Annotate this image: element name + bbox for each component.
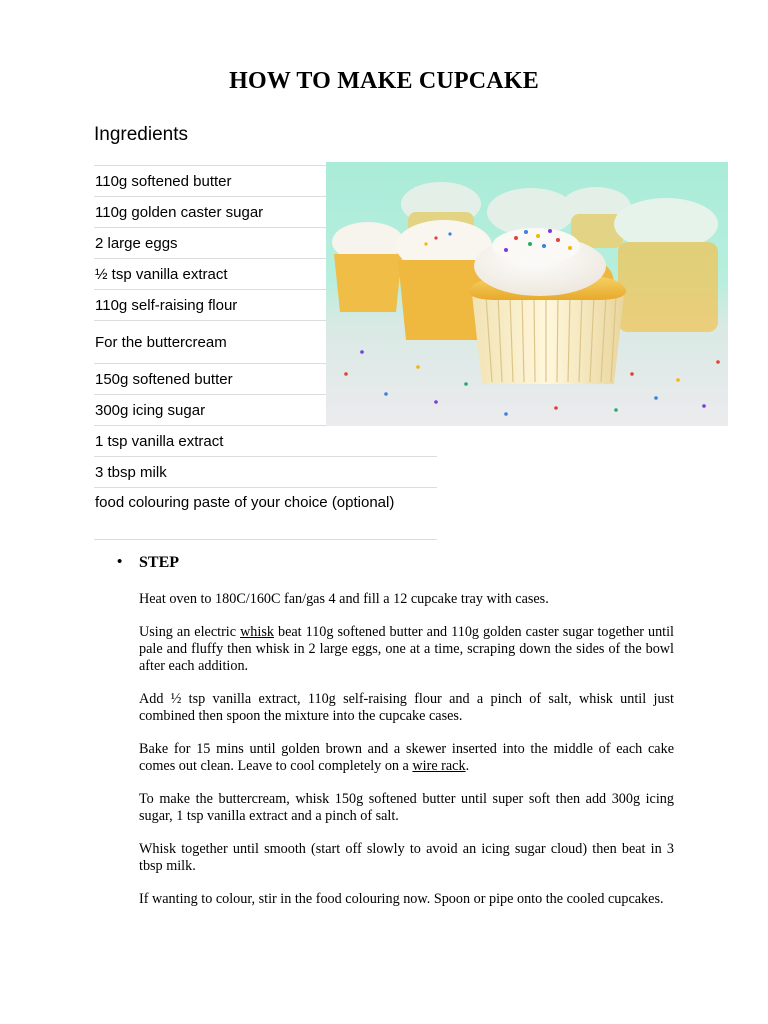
step-paragraph: Heat oven to 180C/160C fan/gas 4 and fill a 12 cupcake tray with cases. [139,591,549,607]
bullet-icon: • [117,554,123,570]
wire-rack-link[interactable]: wire rack [412,758,466,774]
ingredient-item: 110g self-raising flour [94,289,437,320]
step-paragraph: To make the buttercream, whisk 150g softened butter until super soft then add 300g icing sugar, 1 tsp vanilla extract and a pinch of salt. [139,791,674,824]
step-heading-label: STEP [139,554,180,571]
step-paragraph: Using an electric whisk beat 110g softened butter and 110g golden caster sugar together until pale and fluffy then whisk in 2 large eggs, one at a time, scraping down the sides of the bowl after each addition. [139,624,674,674]
cupcakes-photo [326,162,728,426]
list-divider [94,539,437,541]
ingredient-item: ½ tsp vanilla extract [94,258,437,289]
step-paragraph: Whisk together until smooth (start off slowly to avoid an icing sugar cloud) then beat in 3 tbsp milk. [139,841,674,874]
ingredient-item: 110g softened butter [94,165,437,196]
step-paragraph: Bake for 15 mins until golden brown and a skewer inserted into the middle of each cake comes out clean. Leave to cool completely on a wire rack. [139,741,674,774]
ingredient-item: 150g softened butter [94,363,437,394]
ingredient-item: 110g golden caster sugar [94,196,437,227]
ingredient-item: 300g icing sugar [94,394,437,425]
buttercream-heading: For the buttercream [94,320,437,363]
ingredient-item: food colouring paste of your choice (optional) [94,487,437,539]
ingredient-item: 1 tsp vanilla extract [94,425,437,456]
ingredient-item: 3 tbsp milk [94,456,437,487]
whisk-link[interactable]: whisk [240,624,274,640]
steps-list [139,591,674,924]
step-paragraph: Add ½ tsp vanilla extract, 110g self-raising flour and a pinch of salt, whisk until just combined then spoon the mixture into the cupcake cases. [139,691,674,724]
ingredient-item: 2 large eggs [94,227,437,258]
ingredients-heading: Ingredients [94,124,189,145]
step-paragraph: If wanting to colour, stir in the food colouring now. Spoon or pipe onto the cooled cupcakes. [139,891,664,907]
page-title: HOW TO MAKE CUPCAKE [229,68,539,94]
